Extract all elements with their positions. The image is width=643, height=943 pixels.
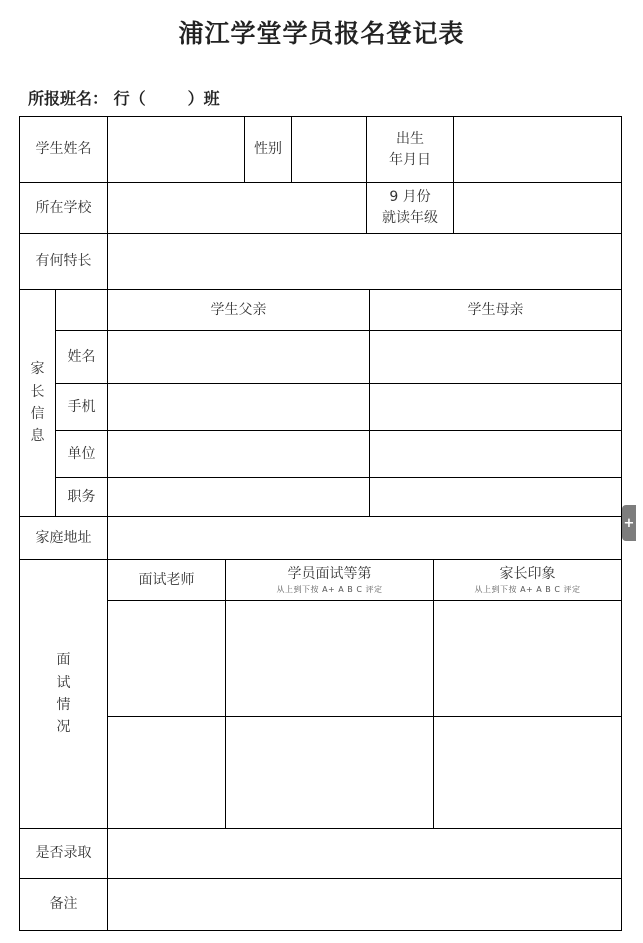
parent-info-char: 信: [30, 406, 45, 422]
grade-label-line1: 9 月份: [389, 189, 431, 205]
interview-group-label: [20, 560, 107, 828]
birth-date-label: [367, 117, 453, 182]
parent-phone-label: 手机: [67, 398, 96, 415]
grade-label: [367, 183, 453, 233]
father-header: 学生父亲: [210, 301, 267, 318]
class-name-suffix: ）班: [187, 89, 220, 108]
plus-icon: +: [623, 515, 635, 531]
mother-employer-field[interactable]: [370, 431, 621, 477]
mother-header: 学生母亲: [467, 301, 524, 318]
parent-impression-field-2[interactable]: [434, 717, 621, 828]
class-name-prefix: 行（: [113, 89, 146, 108]
parent-impression-field-1[interactable]: [434, 601, 621, 716]
school-label: 所在学校: [35, 199, 92, 216]
grade-label-line2: 就读年级: [382, 210, 438, 226]
specialty-label: 有何特长: [35, 253, 92, 270]
father-name-field[interactable]: [108, 331, 369, 383]
student-name-label: 学生姓名: [35, 141, 92, 158]
parent-info-char: 息: [30, 428, 45, 445]
interview-char: 试: [56, 674, 71, 691]
parent-info-char: 家: [30, 361, 45, 378]
mother-position-field[interactable]: [370, 478, 621, 516]
admitted-field[interactable]: [108, 829, 621, 878]
admitted-label: 是否录取: [35, 845, 92, 862]
parent-impression-header: [434, 560, 621, 600]
birth-date-label-line1: 出生: [396, 130, 424, 147]
address-field[interactable]: [108, 517, 621, 559]
mother-name-field[interactable]: [370, 331, 621, 383]
interview-char: 面: [56, 652, 71, 669]
father-position-field[interactable]: [108, 478, 369, 516]
class-name-line: [28, 86, 220, 109]
interview-grade-field-1[interactable]: [226, 601, 433, 716]
class-name-label: 所报班名：: [28, 89, 109, 108]
remarks-label: 备注: [49, 896, 78, 913]
interview-char: 情: [56, 697, 71, 713]
parent-impression-title: 家长印象: [499, 565, 556, 582]
address-label: 家庭地址: [35, 529, 92, 546]
father-phone-field[interactable]: [108, 384, 369, 430]
interview-grade-field-2[interactable]: [226, 717, 433, 828]
grade-field[interactable]: [454, 183, 621, 233]
father-employer-field[interactable]: [108, 431, 369, 477]
interview-teacher-field-2[interactable]: [108, 717, 225, 828]
gender-field[interactable]: [292, 117, 366, 182]
interview-grade-header: [226, 560, 433, 600]
parent-info-char: 长: [30, 383, 45, 400]
interview-grade-note: 从上到下按 A+ A B C 评定: [276, 584, 383, 594]
form-title: 浦江学堂学员报名登记表: [178, 19, 465, 48]
interview-teacher-header: 面试老师: [138, 571, 195, 588]
parent-info-group-label: [20, 290, 55, 516]
interview-char: 况: [56, 719, 71, 736]
parent-employer-label: 单位: [67, 445, 96, 462]
birth-date-field[interactable]: [454, 117, 621, 182]
gender-label: 性别: [254, 141, 282, 158]
student-name-field[interactable]: [108, 117, 244, 182]
interview-teacher-field-1[interactable]: [108, 601, 225, 716]
parent-position-label: 职务: [67, 488, 96, 505]
specialty-field[interactable]: [108, 234, 621, 289]
birth-date-label-line2: 年月日: [389, 151, 431, 168]
remarks-field[interactable]: [108, 879, 621, 930]
parent-impression-note: 从上到下按 A+ A B C 评定: [474, 584, 581, 594]
expand-plus-button[interactable]: [622, 505, 636, 541]
school-field[interactable]: [108, 183, 366, 233]
interview-grade-title: 学员面试等第: [287, 565, 372, 582]
mother-phone-field[interactable]: [370, 384, 621, 430]
parent-name-label: 姓名: [67, 348, 96, 365]
